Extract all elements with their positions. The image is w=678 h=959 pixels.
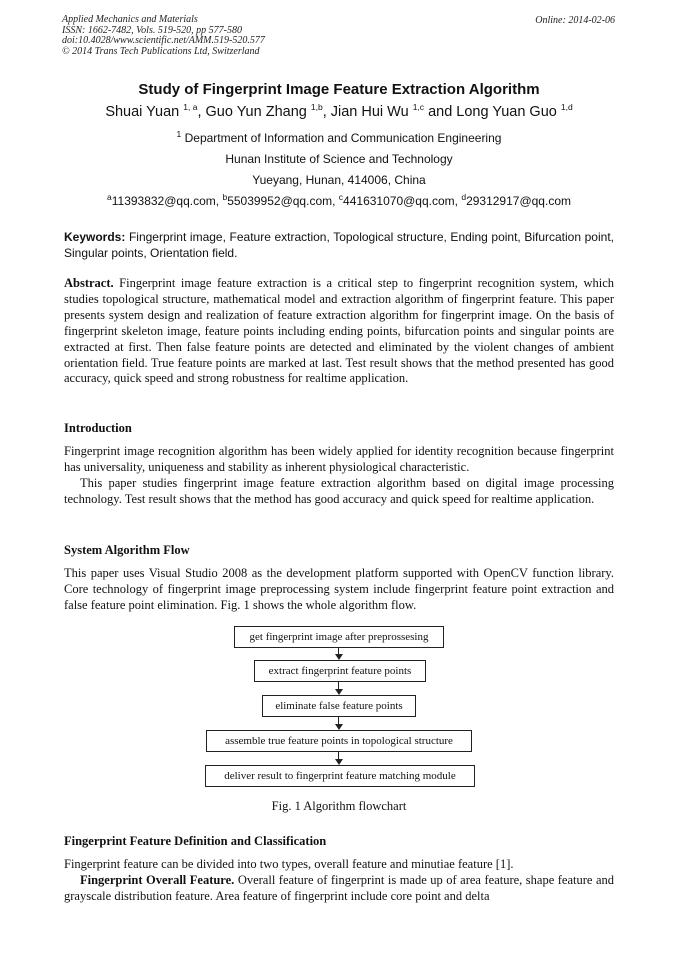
author-separator: ,: [197, 104, 206, 120]
keywords-label: Keywords:: [64, 230, 126, 244]
author-name: Long Yuan Guo: [456, 104, 557, 120]
system-flow-section: [64, 566, 614, 614]
overall-feature-label: Fingerprint Overall Feature.: [80, 872, 235, 887]
author-emails: $^a$11393832@qq.com, $^b$55039952@qq.com, $^c$441631070@qq.com, $^d$29312917@qq.com: [107, 192, 571, 208]
feature-definition-section: [64, 857, 614, 905]
email-mark: d: [461, 192, 467, 202]
flowchart-step-3: eliminate false feature points: [262, 695, 416, 717]
flowchart-step-5: deliver result to fingerprint feature matching module: [205, 765, 475, 787]
author-and: and: [424, 104, 457, 120]
flowchart-step-4: assemble true feature points in topological structure: [206, 730, 472, 752]
online-date: Online: 2014-02-06: [535, 15, 615, 26]
email-mark: b: [222, 192, 228, 202]
journal-doi: doi:10.4028/www.scientific.net/AMM.519-520.577: [62, 35, 265, 46]
author-affiliation-mark: 1, a: [183, 102, 198, 113]
abstract-paragraph: [64, 276, 614, 387]
affiliation-mark: 1: [176, 129, 182, 139]
flowchart-step-2: extract fingerprint feature points: [254, 660, 426, 682]
system-flow-paragraph: This paper uses Visual Studio 2008 as the development platform supported with OpenCV function library. Core technology of fingerprint image preprocessing system include fingerprint feature point extraction and false feature point elimination. Fig. 1 shows the whole algorithm flow.: [64, 566, 614, 612]
email-address[interactable]: 55039952@qq.com: [227, 194, 333, 208]
email-mark: a: [107, 192, 112, 202]
affiliation-department: Department of Information and Communication Engineering: [184, 131, 502, 145]
email-address[interactable]: 441631070@qq.com: [343, 194, 455, 208]
figure-caption: Fig. 1 Algorithm flowchart: [271, 799, 407, 813]
author-name: Jian Hui Wu: [330, 104, 409, 120]
section-heading-feature-definition: Fingerprint Feature Definition and Classification: [64, 834, 327, 848]
keywords-paragraph: [64, 230, 614, 261]
author-name: Guo Yun Zhang: [205, 104, 307, 120]
affiliation-institute: Hunan Institute of Science and Technology: [225, 152, 453, 166]
introduction-paragraph-1: Fingerprint image recognition algorithm has been widely applied for identity recognition because fingerprint has universality, uniqueness and stability as inherent physiological characteristic.: [64, 444, 614, 474]
affiliation-location: Yueyang, Hunan, 414006, China: [252, 173, 426, 187]
section-heading-introduction: Introduction: [64, 421, 132, 435]
author-separator: ,: [322, 104, 331, 120]
author-affiliation-mark: 1,d: [560, 102, 573, 113]
journal-name: Applied Mechanics and Materials: [62, 14, 198, 25]
feature-definition-paragraph-1: Fingerprint feature can be divided into two types, overall feature and minutiae feature [1].: [64, 857, 514, 871]
introduction-section: [64, 444, 614, 508]
author-name: Shuai Yuan: [105, 104, 180, 120]
paper-title: Study of Fingerprint Image Feature Extraction Algorithm: [138, 81, 540, 98]
author-affiliation-mark: 1,b: [310, 102, 323, 113]
affiliation-line-1: [0, 131, 678, 145]
overall-feature-text: Overall feature of fingerprint is made up of area feature, shape feature and grayscale distribution feature. Area feature of fingerprint include core point and delta: [64, 872, 614, 903]
email-address[interactable]: 11393832@qq.com: [111, 194, 216, 208]
abstract-label: Abstract.: [64, 276, 114, 290]
journal-issn: ISSN: 1662-7482, Vols. 519-520, pp 577-580: [62, 24, 242, 36]
email-mark: c: [338, 192, 344, 202]
abstract-text: Fingerprint image feature extraction is a critical step to fingerprint recognition system, which studies topological structure, mathematical model and extraction algorithm of fingerprint feature. This paper presents system design and realization of feature extraction algorithm for fingerprint image. On the basis of fingerprint skeleton image, feature points including ending points, bifurcation points and singular points are extracted at first. Then false feature points are detected and eliminated by the violent changes of ambient orientation field. True feature points are marked at last. Test result shows that the method presented has good accuracy, quick speed and strong robustness for realtime application.: [64, 276, 614, 386]
email-address[interactable]: 29312917@qq.com: [466, 194, 571, 208]
keywords-text: Fingerprint image, Feature extraction, Topological structure, Ending point, Bifurcation point, Singular points, Orientation field.: [64, 230, 614, 260]
flowchart-step-1: get fingerprint image after preprossesing: [234, 626, 444, 648]
section-heading-system-flow: System Algorithm Flow: [64, 543, 190, 557]
introduction-paragraph-2: This paper studies fingerprint image feature extraction algorithm based on digital image processing technology. Test result shows that the method has good accuracy and quick speed for realtime application.: [64, 475, 614, 506]
author-affiliation-mark: 1,c: [412, 102, 425, 113]
feature-definition-paragraph-2: [64, 873, 614, 905]
journal-meta: [62, 15, 265, 57]
author-list: [0, 104, 678, 120]
journal-copyright: © 2014 Trans Tech Publications Ltd, Switzerland: [62, 45, 260, 57]
